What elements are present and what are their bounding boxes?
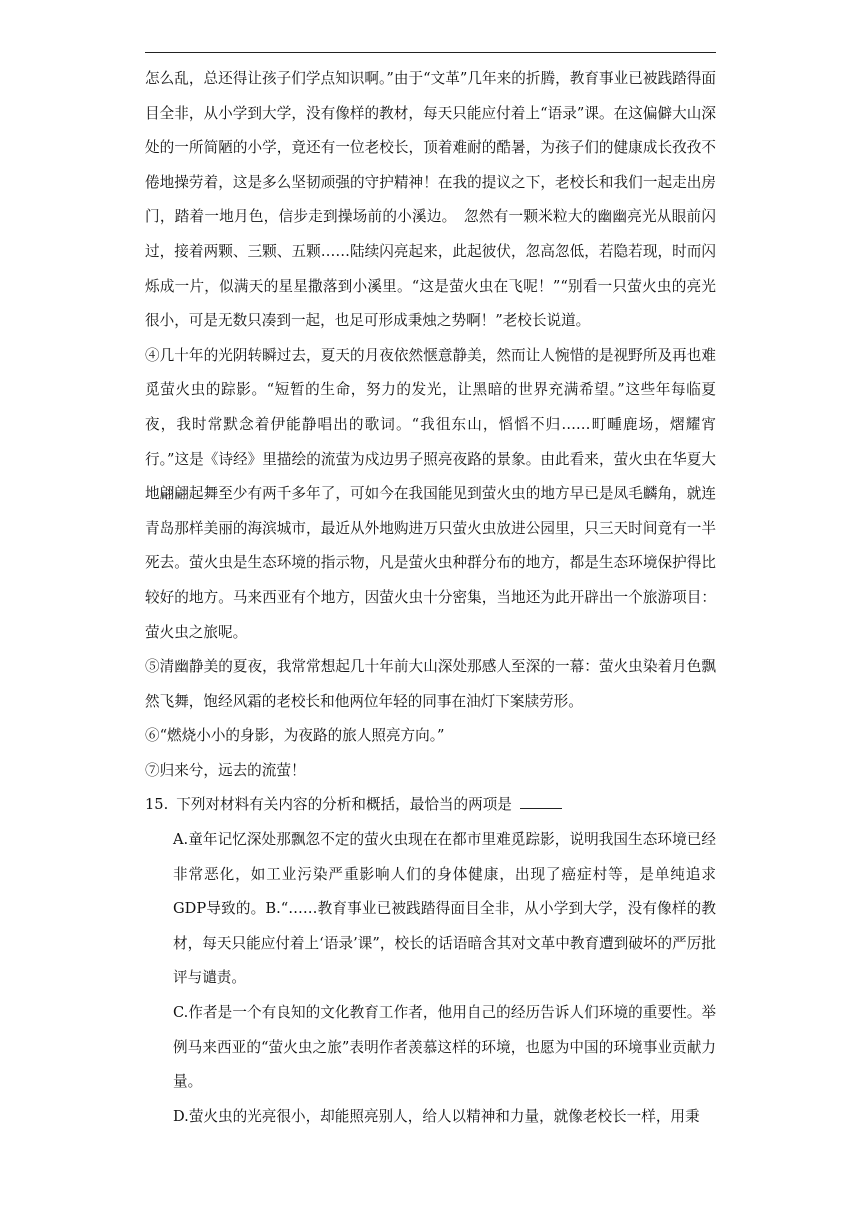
option-d: D.萤火虫的光亮很小，却能照亮别人，给人以精神和力量，就像老校长一样，用秉 [173,1107,700,1125]
question-prompt: 下列对材料有关内容的分析和概括，最恰当的两项是 [176,796,512,814]
question-number: 15. [145,796,169,814]
document-body [145,62,716,1134]
passage-paragraph-6: ⑥“燃烧小小的身影，为夜路的旅人照亮方向。” [145,727,445,745]
option-c: C.作者是一个有良知的文化教育工作者，他用自己的经历告诉人们环境的重要性。举例马来西亚的“萤火虫之旅”表明作者羡慕这样的环境，也愿为中国的环境事业贡献力量。 [173,1004,716,1091]
header-rule [145,52,716,53]
answer-blank[interactable] [520,790,562,809]
passage-paragraph-7: ⑦归来兮，远去的流萤！ [145,761,306,779]
question-15 [145,788,716,823]
passage-paragraph-3-continuation: 怎么乱，总还得让孩子们学点知识啊。”由于“文革”几年来的折腾，教育事业已被践踏得面目全非，从小学到大学，没有像样的教材，每天只能应付着上“语录”课。在这偏僻大山深处的一所简陋的小学，竟还有一位老校长，顶着难耐的酷暑，为孩子们的健康成长孜孜不倦地操劳着，这是多么坚韧顽强的守护精神！在我的提议之下，老校长和我们一起走出房门，踏着一地月色，信步走到操场前的小溪边。 忽然有一颗米粒大的幽幽亮光从眼前闪过，接着两颗、三颗、五颗……陆续闪亮起来，此起彼伏，忽高忽低，若隐若现，时而闪烁成一片，似满天的星星撒落到小溪里。“这是萤火虫在飞呢！”“别看一只萤火虫的亮光很小，可是无数只凑到一起，也足可形成秉烛之势啊！”老校长说道。 [145,70,716,330]
question-prompt-line [176,788,562,823]
option-a-b: A.童年记忆深处那飘忽不定的萤火虫现在在都市里难觅踪影，说明我国生态环境已经非常恶化，如工业污染严重影响人们的身体健康，出现了癌症村等，是单纯追求GDP导致的。B.“……教育事业已被践踏得面目全非，从小学到大学，没有像样的教材，每天只能应付着上‘语录’课”，校长的话语暗含其对文革中教育遭到破坏的严厉批评与谴责。 [173,831,716,987]
passage-paragraph-4: ④几十年的光阴转瞬过去，夏天的月夜依然惬意静美，然而让人惋惜的是视野所及再也难觅萤火虫的踪影。“短暂的生命，努力的发光，让黑暗的世界充满希望。”这些年每临夏夜，我时常默念着伊能静唱出的歌词。“我徂东山，慆慆不归……町畽鹿场，熠耀宵行。”这是《诗经》里描绘的流萤为戍边男子照亮夜路的景象。由此看来，萤火虫在华夏大地翩翩起舞至少有两千多年了，可如今在我国能见到萤火虫的地方早已是凤毛麟角，就连青岛那样美丽的海滨城市，最近从外地购进万只萤火虫放进公园里，只三天时间竟有一半死去。萤火虫是生态环境的指示物，凡是萤火虫种群分布的地方，都是生态环境保护得比较好的地方。马来西亚有个地方，因萤火虫十分密集，当地还为此开辟出一个旅游项目：萤火虫之旅呢。 [145,346,716,641]
passage-paragraph-5: ⑤清幽静美的夏夜，我常常想起几十年前大山深处那感人至深的一幕：萤火虫染着月色飘然飞舞，饱经风霜的老校长和他两位年轻的同事在油灯下案牍劳形。 [145,658,716,710]
